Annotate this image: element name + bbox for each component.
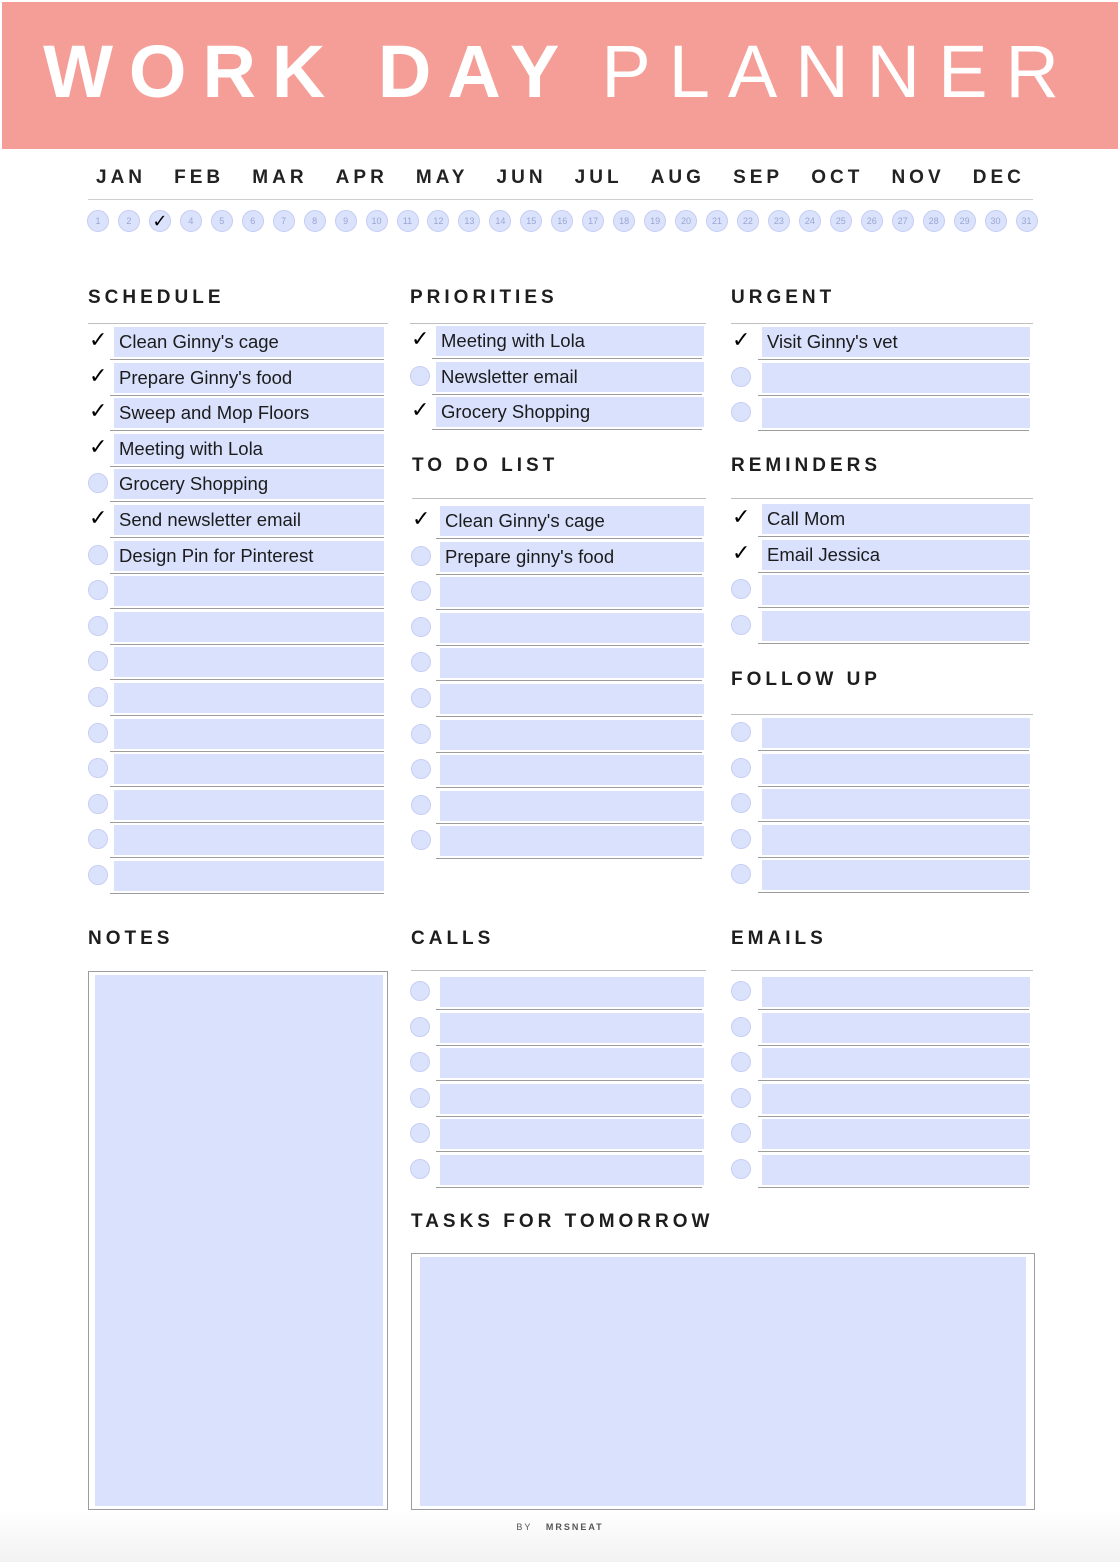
todo-row [411,788,706,824]
todo-checkbox[interactable] [411,688,431,708]
schedule-checkbox[interactable] [88,829,108,849]
reminders-checkbox[interactable] [731,615,751,635]
schedule-field[interactable] [114,719,384,749]
priorities-underline [432,429,702,430]
calls-rule [411,970,706,971]
urgent-row [731,395,1033,431]
todo-row [411,645,706,681]
schedule-checkbox[interactable] [88,865,108,885]
day-selector [87,210,1037,235]
schedule-row [88,395,388,431]
tomorrow-area[interactable] [420,1257,1026,1506]
schedule-row [88,502,388,538]
schedule-checkbox[interactable] [88,580,108,600]
day-2[interactable]: 2 [118,210,140,232]
emails-checkbox[interactable] [731,1159,751,1179]
reminders-checkbox[interactable] [731,579,751,599]
emails-title: EMAILS [731,928,827,949]
emails-row [731,974,1033,1010]
schedule-checkbox[interactable] [88,794,108,814]
day-16[interactable]: 16 [551,210,573,232]
schedule-field[interactable]: Send newsletter email [114,505,384,535]
calls-field[interactable] [440,1084,704,1114]
footer-brand: MRSNEAT [545,1522,604,1532]
calls-field[interactable] [440,1155,704,1185]
calls-underline [436,1187,702,1188]
todo-row [411,539,706,575]
schedule-checkbox[interactable] [88,473,108,493]
day-15[interactable]: 15 [520,210,542,232]
notes-area[interactable] [95,975,383,1506]
todo-field[interactable] [440,648,704,678]
followup-title: FOLLOW UP [731,669,881,690]
calls-field[interactable] [440,1119,704,1149]
schedule-checkbox[interactable] [88,758,108,778]
reminders-checkbox[interactable] [731,544,751,564]
day-26[interactable]: 26 [861,210,883,232]
schedule-field[interactable] [114,576,384,606]
day-21[interactable]: 21 [706,210,728,232]
schedule-field[interactable] [114,825,384,855]
calls-row [410,974,706,1010]
month-aug[interactable]: AUG [650,167,705,188]
day-17[interactable]: 17 [582,210,604,232]
emails-underline [758,1187,1029,1188]
reminders-field[interactable] [762,575,1030,605]
emails-row [731,1081,1033,1117]
day-18[interactable]: 18 [613,210,635,232]
schedule-checkbox[interactable] [88,438,108,458]
day-31[interactable]: 31 [1016,210,1038,232]
schedule-field[interactable] [114,683,384,713]
schedule-checkbox[interactable] [88,367,108,387]
day-29[interactable]: 29 [954,210,976,232]
todo-field[interactable]: Clean Ginny's cage [440,506,704,536]
schedule-field[interactable] [114,861,384,891]
schedule-underline [110,893,384,894]
day-28[interactable]: 28 [923,210,945,232]
schedule-row [88,680,388,716]
schedule-checkbox[interactable] [88,723,108,743]
day-5[interactable]: 5 [211,210,233,232]
reminders-row [731,572,1033,608]
emails-checkbox[interactable] [731,1017,751,1037]
calls-row [410,1116,706,1152]
schedule-checkbox[interactable] [88,402,108,422]
urgent-field[interactable] [762,398,1030,428]
emails-checkbox[interactable] [731,1088,751,1108]
emails-row [731,1045,1033,1081]
schedule-title: SCHEDULE [88,287,225,308]
month-apr[interactable]: APR [335,167,388,188]
urgent-field[interactable] [762,363,1030,393]
calls-checkbox[interactable] [410,1123,430,1143]
footer-bar [0,1510,1120,1562]
urgent-checkbox[interactable] [731,367,751,387]
schedule-row [88,538,388,574]
schedule-row [88,822,388,858]
priorities-field[interactable]: Meeting with Lola [436,326,704,356]
emails-field[interactable] [762,1013,1030,1043]
reminders-underline [758,643,1029,644]
tomorrow-box[interactable] [411,1253,1035,1510]
schedule-row [88,609,388,645]
urgent-row [731,324,1033,360]
month-jan[interactable]: JAN [96,167,147,188]
day-20[interactable]: 20 [675,210,697,232]
reminders-row [731,608,1033,644]
priorities-row [410,359,706,395]
schedule-row [88,751,388,787]
reminders-field[interactable]: Call Mom [762,504,1030,534]
day-23[interactable]: 23 [768,210,790,232]
emails-field[interactable] [762,1119,1030,1149]
todo-row [411,574,706,610]
todo-row [411,610,706,646]
todo-field[interactable] [440,684,704,714]
schedule-row [88,324,388,360]
todo-checkbox[interactable] [411,581,431,601]
followup-field[interactable] [762,754,1030,784]
emails-row [731,1010,1033,1046]
day-19[interactable]: 19 [644,210,666,232]
calls-title: CALLS [411,928,495,949]
urgent-checkbox[interactable] [731,402,751,422]
todo-row [411,823,706,859]
reminders-field[interactable]: Email Jessica [762,540,1030,570]
emails-field[interactable] [762,1155,1030,1185]
priorities-checkbox[interactable] [410,366,430,386]
month-may[interactable]: MAY [415,167,469,188]
footer-by: BY [516,1522,533,1532]
title-bold: WORK DAY [43,30,576,113]
todo-field[interactable] [440,791,704,821]
day-13[interactable]: 13 [458,210,480,232]
month-nov[interactable]: NOV [891,167,945,188]
followup-row [731,857,1033,893]
calls-row [410,1010,706,1046]
priorities-field[interactable]: Newsletter email [436,362,704,392]
calls-checkbox[interactable] [410,981,430,1001]
todo-checkbox[interactable] [411,510,431,530]
schedule-checkbox[interactable] [88,687,108,707]
calls-field[interactable] [440,1048,704,1078]
todo-rule [412,498,706,499]
schedule-row [88,716,388,752]
schedule-field[interactable] [114,612,384,642]
todo-checkbox[interactable] [411,759,431,779]
priorities-checkbox[interactable] [410,330,430,350]
schedule-row [88,466,388,502]
reminders-row [731,501,1033,537]
todo-row [411,717,706,753]
urgent-underline [758,430,1029,431]
todo-checkbox[interactable] [411,546,431,566]
followup-checkbox[interactable] [731,793,751,813]
schedule-row [88,360,388,396]
notes-title: NOTES [88,928,174,949]
calls-row [410,1152,706,1188]
day-30[interactable]: 30 [985,210,1007,232]
emails-checkbox[interactable] [731,1123,751,1143]
todo-title: TO DO LIST [412,455,559,476]
urgent-row [731,360,1033,396]
todo-row [411,503,706,539]
calls-row [410,1045,706,1081]
todo-field[interactable] [440,577,704,607]
month-jun[interactable]: JUN [496,167,547,188]
emails-checkbox[interactable] [731,981,751,1001]
todo-field[interactable] [440,720,704,750]
day-14[interactable]: 14 [489,210,511,232]
followup-checkbox[interactable] [731,722,751,742]
urgent-checkbox[interactable] [731,331,751,351]
priorities-title: PRIORITIES [410,287,558,308]
todo-checkbox[interactable] [411,617,431,637]
schedule-row [88,644,388,680]
planner-title [2,32,1118,112]
priorities-row [410,323,706,359]
month-divider [88,199,1033,200]
followup-field[interactable] [762,789,1030,819]
day-9[interactable]: 9 [335,210,357,232]
day-12[interactable]: 12 [427,210,449,232]
month-feb[interactable]: FEB [174,167,225,188]
schedule-checkbox[interactable] [88,331,108,351]
schedule-field[interactable]: Meeting with Lola [114,434,384,464]
emails-row [731,1152,1033,1188]
day-7[interactable]: 7 [273,210,295,232]
schedule-checkbox[interactable] [88,545,108,565]
reminders-rule [731,498,1033,499]
todo-underline [436,858,702,859]
month-sep[interactable]: SEP [733,167,784,188]
todo-row [411,752,706,788]
todo-checkbox[interactable] [411,724,431,744]
month-dec[interactable]: DEC [972,167,1025,188]
day-10[interactable]: 10 [366,210,388,232]
schedule-field[interactable] [114,754,384,784]
reminders-field[interactable] [762,611,1030,641]
reminders-row [731,537,1033,573]
day-8[interactable]: 8 [304,210,326,232]
todo-field[interactable] [440,826,704,856]
schedule-checkbox[interactable] [88,509,108,529]
footer [0,1522,1120,1532]
day-1[interactable]: 1 [87,210,109,232]
emails-rule [731,970,1033,971]
todo-checkbox[interactable] [411,652,431,672]
day-3[interactable]: ✓ [149,210,171,232]
schedule-checkbox[interactable] [88,616,108,636]
month-selector [88,158,1033,198]
priorities-field[interactable]: Grocery Shopping [436,397,704,427]
reminders-checkbox[interactable] [731,508,751,528]
day-24[interactable]: 24 [799,210,821,232]
month-oct[interactable]: OCT [811,167,864,188]
day-4[interactable]: 4 [180,210,202,232]
followup-row [731,822,1033,858]
notes-box[interactable] [88,971,388,1510]
day-22[interactable]: 22 [737,210,759,232]
tomorrow-title: TASKS FOR TOMORROW [411,1211,714,1232]
emails-field[interactable] [762,1048,1030,1078]
emails-checkbox[interactable] [731,1052,751,1072]
emails-field[interactable] [762,1084,1030,1114]
followup-checkbox[interactable] [731,864,751,884]
calls-checkbox[interactable] [410,1088,430,1108]
followup-row [731,751,1033,787]
calls-checkbox[interactable] [410,1052,430,1072]
schedule-row [88,573,388,609]
schedule-field[interactable]: Grocery Shopping [114,469,384,499]
day-11[interactable]: 11 [397,210,419,232]
todo-field[interactable] [440,613,704,643]
todo-field[interactable]: Prepare ginny's food [440,542,704,572]
urgent-field[interactable]: Visit Ginny's vet [762,327,1030,357]
followup-row [731,786,1033,822]
schedule-field[interactable]: Sweep and Mop Floors [114,398,384,428]
schedule-field[interactable] [114,790,384,820]
todo-checkbox[interactable] [411,795,431,815]
calls-row [410,1081,706,1117]
reminders-title: REMINDERS [731,455,882,476]
followup-checkbox[interactable] [731,829,751,849]
todo-checkbox[interactable] [411,830,431,850]
todo-field[interactable] [440,755,704,785]
emails-field[interactable] [762,977,1030,1007]
followup-field[interactable] [762,860,1030,890]
schedule-field[interactable] [114,647,384,677]
followup-checkbox[interactable] [731,758,751,778]
schedule-checkbox[interactable] [88,651,108,671]
schedule-field[interactable]: Prepare Ginny's food [114,363,384,393]
schedule-row [88,858,388,894]
day-27[interactable]: 27 [892,210,914,232]
priorities-row [410,394,706,430]
followup-field[interactable] [762,718,1030,748]
day-25[interactable]: 25 [830,210,852,232]
priorities-checkbox[interactable] [410,401,430,421]
emails-row [731,1116,1033,1152]
calls-checkbox[interactable] [410,1159,430,1179]
calls-checkbox[interactable] [410,1017,430,1037]
month-jul[interactable]: JUL [574,167,623,188]
followup-row [731,715,1033,751]
schedule-field[interactable]: Clean Ginny's cage [114,327,384,357]
planner-header [2,2,1118,149]
day-6[interactable]: 6 [242,210,264,232]
todo-row [411,681,706,717]
schedule-row [88,431,388,467]
followup-underline [758,892,1029,893]
month-mar[interactable]: MAR [252,167,308,188]
followup-field[interactable] [762,825,1030,855]
urgent-title: URGENT [731,287,836,308]
schedule-field[interactable]: Design Pin for Pinterest [114,541,384,571]
calls-field[interactable] [440,1013,704,1043]
calls-field[interactable] [440,977,704,1007]
title-light: PLANNER [601,30,1077,113]
schedule-row [88,787,388,823]
